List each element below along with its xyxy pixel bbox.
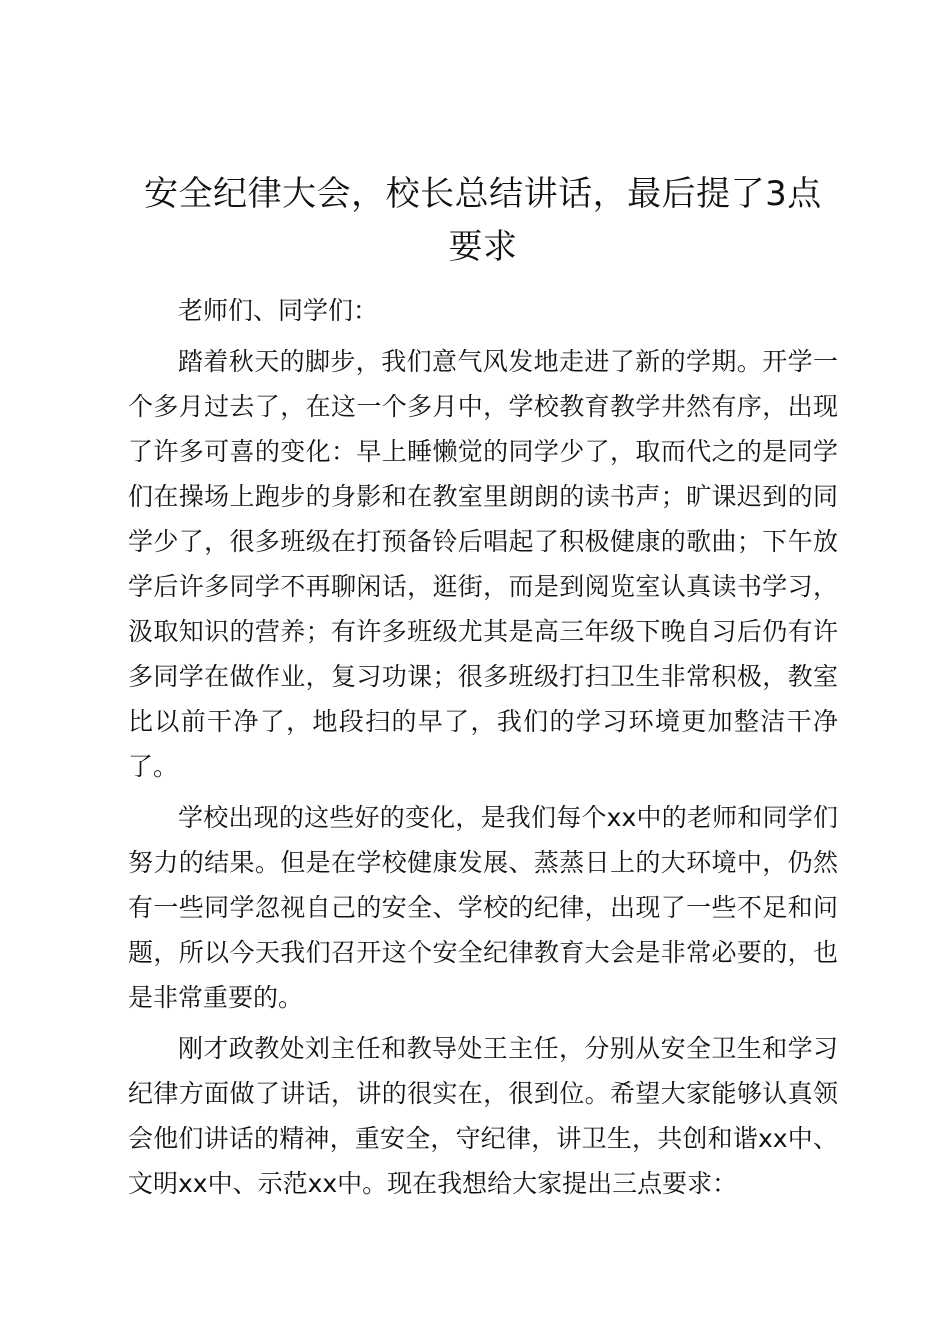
salutation: 老师们、同学们：	[178, 296, 379, 325]
paragraph-3: 刚才政教处刘主任和教导处王主任，分别从安全卫生和学习纪律方面做了讲话，讲的很实在，很到位。希望大家能够认真领会他们讲话的精神，重安全，守纪律，讲卫生，共创和谐xx中、文明xx中、示范xx中。现在我想给大家提出三点要求：	[128, 1034, 838, 1198]
paragraph-1: 踏着秋天的脚步，我们意气风发地走进了新的学期。开学一个多月过去了，在这一个多月中，学校教育教学井然有序，出现了许多可喜的变化：早上睡懒觉的同学少了，取而代之的是同学们在操场上跑步的身影和在教室里朗朗的读书声；旷课迟到的同学少了，很多班级在打预备铃后唱起了积极健康的歌曲；下午放学后许多同学不再聊闲话，逛街，而是到阅览室认真读书学习，汲取知识的营养；有许多班级尤其是高三年级下晚自习后仍有许多同学在做作业，复习功课；很多班级打扫卫生非常积极，教室比以前干净了，地段扫的早了，我们的学习环境更加整洁干净了。	[128, 347, 838, 781]
document-page	[128, 168, 838, 1206]
document-title: 安全纪律大会，校长总结讲话，最后提了3点要求	[144, 174, 822, 267]
paragraph-2: 学校出现的这些好的变化，是我们每个xx中的老师和同学们努力的结果。但是在学校健康发展、蒸蒸日上的大环境中，仍然有一些同学忽视自己的安全、学校的纪律，出现了一些不足和问题，所以今天我们召开这个安全纪律教育大会是非常必要的，也是非常重要的。	[128, 803, 838, 1012]
